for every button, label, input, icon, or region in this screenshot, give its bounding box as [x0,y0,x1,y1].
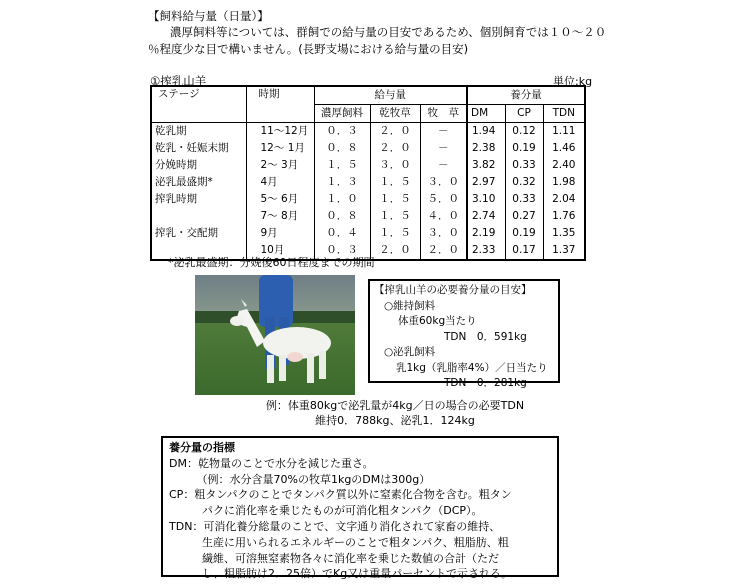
cell-cp: 0.33 [505,191,543,208]
definition-line: 繊維、可溶無窒素物各々に消化率を乗じた数値の合計（ただ [169,551,499,565]
cell-stage: 搾乳時期 [155,193,197,205]
definition-line: DM：乾物量のことで水分を減じた重さ。 [169,456,374,470]
cell-grass: － [420,140,467,157]
cell-period: 12～ 1月 [246,140,314,157]
cell-grass: － [420,157,467,174]
definition-line: （例：水分含量70%の牧草1kgのDMは300g） [169,472,431,486]
maintenance-tdn: TDN 0．591kg [444,330,527,343]
cell-hay: １．５ [370,208,420,225]
cell-tdn: 2.04 [543,191,585,208]
cell-stage: 搾乳・交配期 [155,227,218,239]
cell-dm: 2.38 [467,140,505,157]
cell-dm: 2.97 [467,174,505,191]
header-cp: CP [505,105,543,123]
cell-stage: 乾乳・妊娠末期 [155,142,229,154]
header-stage: ステージ [151,86,246,123]
header-nutrients: 養分量 [467,86,585,105]
table-row [151,140,585,157]
intro-line-1: 濃厚飼料等については、群飼での給与量の目安であるため、個別飼育では１０～２０ [170,25,607,39]
cell-concentrate: ０．３ [314,123,370,141]
cell-concentrate: ０．８ [314,140,370,157]
cell-tdn: 2.40 [543,157,585,174]
table-row [151,157,585,174]
cell-cp: 0.12 [505,123,543,141]
requirement-box [368,279,560,389]
cell-period: 11～12月 [246,123,314,141]
cell-cp: 0.32 [505,174,543,191]
section-heading: 【飼料給与量（日量）】 [148,9,269,23]
cell-hay: ３．０ [370,157,420,174]
cell-period: 5～ 6月 [246,191,314,208]
definition-line: 生産に用いられるエネルギーのことで粗タンパク、粗脂肪、粗 [169,535,509,549]
cell-period: 9月 [246,225,314,242]
table-row [151,208,585,225]
cell-dm: 2.74 [467,208,505,225]
cell-tdn: 1.98 [543,174,585,191]
cell-cp: 0.27 [505,208,543,225]
cell-grass: ４．０ [420,208,467,225]
cell-cp: 0.19 [505,140,543,157]
definitions-box [161,436,559,581]
requirement-title: 【搾乳山羊の必要養分量の目安】 [374,284,532,296]
header-grass: 牧 草 [420,105,467,123]
cell-period: 2～ 3月 [246,157,314,174]
intro-line-2: ％程度少な目で構いません。(長野支場における給与量の目安) [148,42,469,56]
table-row [151,191,585,208]
cell-concentrate: １．３ [314,174,370,191]
cell-dm: 2.19 [467,225,505,242]
header-feed-amount: 給与量 [314,86,467,105]
cell-grass: ３．０ [420,174,467,191]
cell-tdn: 1.11 [543,123,585,141]
cell-concentrate: ０．３ [314,242,370,260]
cell-hay: ２．０ [370,140,420,157]
cell-cp: 0.17 [505,242,543,260]
header-hay: 乾牧草 [370,105,420,123]
definitions-title: 養分量の指標 [169,441,235,454]
cell-grass: ３．０ [420,225,467,242]
cell-grass: ２．０ [420,242,467,260]
header-dm: DM [467,105,505,123]
cell-concentrate: ０．８ [314,208,370,225]
cell-hay: １．５ [370,191,420,208]
cell-cp: 0.19 [505,225,543,242]
cell-hay: １．５ [370,174,420,191]
definition-line: し、粗脂肪は2．25倍）でKg又は重量パーセントで示される。 [169,567,512,581]
footnote: *泌乳最盛期：分娩後60日程度までの期間 [168,256,375,269]
cell-stage: 分娩時期 [155,159,197,171]
cell-dm: 2.33 [467,242,505,260]
cell-stage: 泌乳最盛期* [155,176,213,188]
cell-dm: 1.94 [467,123,505,141]
cell-concentrate: １．５ [314,157,370,174]
definition-line: パクに消化率を乗じたものが可消化粗タンパク（DCP）。 [169,504,483,518]
lactation-basis: 乳1kg（乳脂率4%）／日当たり [396,361,548,374]
cell-dm: 3.82 [467,157,505,174]
cell-hay: ２．０ [370,123,420,141]
cell-cp: 0.33 [505,157,543,174]
cell-tdn: 1.76 [543,208,585,225]
lactation-tdn: TDN 0．281kg [444,377,527,389]
maintenance-basis: 体重60kg当たり [398,315,477,327]
table-row [151,123,585,141]
cell-stage [151,208,246,225]
example-line-2: 維持0．788kg、泌乳1．124kg [315,414,475,427]
lactation-label: ○泌乳飼料 [384,346,436,358]
example-line-1: 例：体重80kgで泌乳量が4kg／日の場合の必要TDN [265,399,525,412]
maintenance-label: ○維持飼料 [384,299,436,312]
header-period: 時期 [246,86,314,123]
table-row [151,225,585,242]
definition-line: CP：粗タンパクのことでタンパク質以外に窒素化合物を含む。粗タン [169,488,512,502]
feed-table [150,85,586,261]
cell-period: 7～ 8月 [246,208,314,225]
cell-tdn: 1.35 [543,225,585,242]
table-subtitle: ①搾乳山羊 [150,74,207,88]
header-concentrate: 濃厚飼料 [314,105,370,123]
cell-concentrate: １．０ [314,191,370,208]
cell-stage: 乾乳期 [155,125,187,137]
goat-photo [195,275,355,395]
header-tdn: TDN [543,105,585,123]
cell-hay: ２．０ [370,242,420,260]
definition-line: TDN：可消化養分総量のことで、文字通り消化されて家畜の維持、 [169,519,501,533]
cell-period: 10月 [246,242,314,260]
cell-hay: １．５ [370,225,420,242]
cell-concentrate: ０．４ [314,225,370,242]
table-row [151,174,585,191]
unit-label: 単位:kg [553,75,593,88]
cell-grass: － [420,123,467,141]
cell-period: 4月 [246,174,314,191]
cell-tdn: 1.37 [543,242,585,260]
cell-grass: ５．０ [420,191,467,208]
cell-tdn: 1.46 [543,140,585,157]
cell-dm: 3.10 [467,191,505,208]
